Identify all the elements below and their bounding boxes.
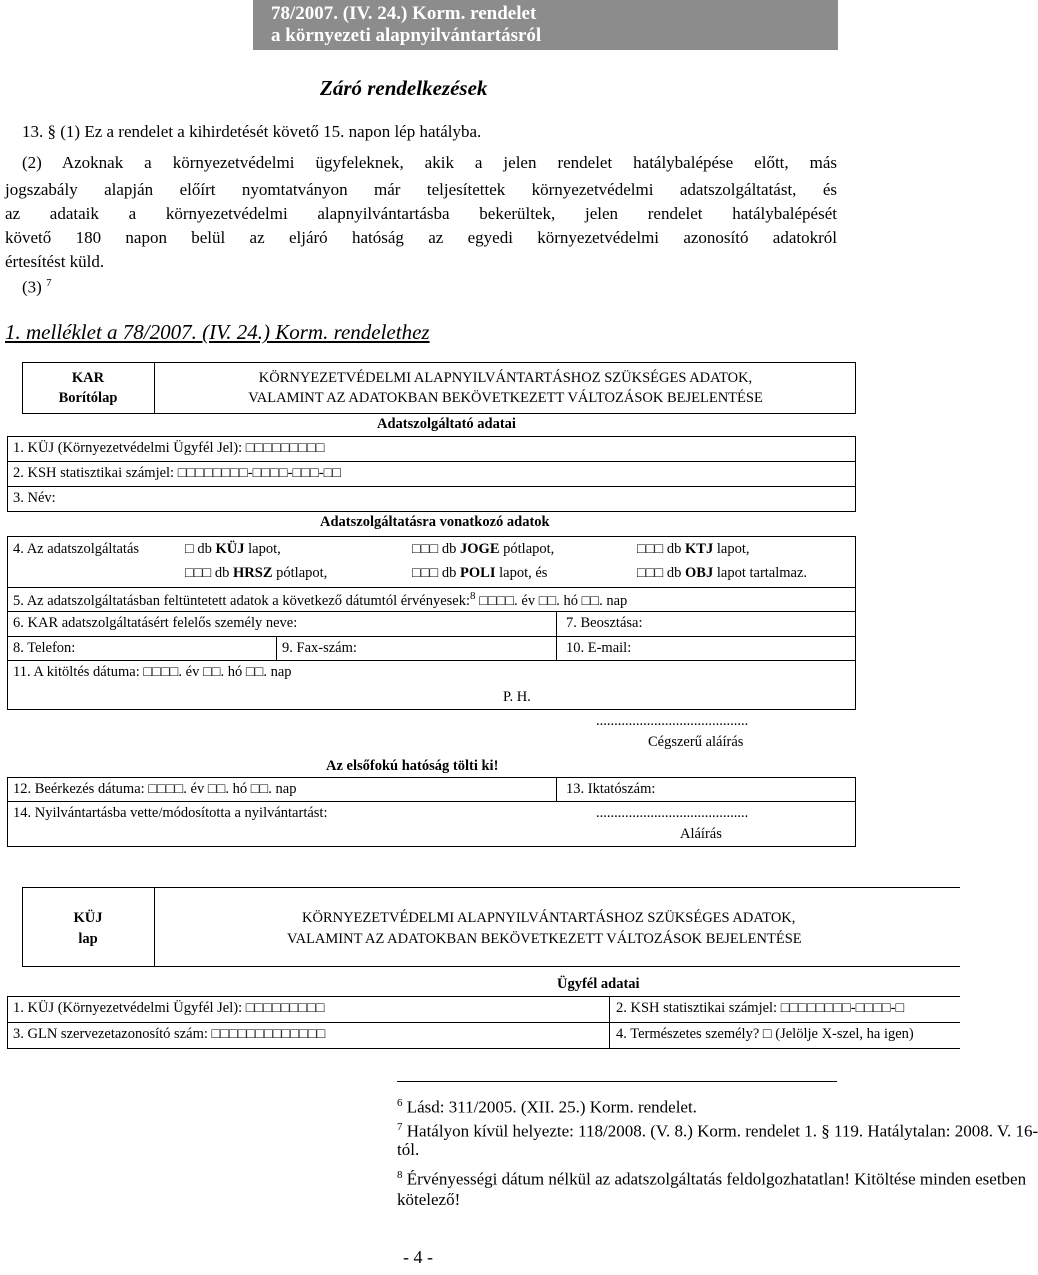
paragraph-3: (3) $^7$ — [22, 277, 52, 297]
gln-field[interactable]: 3. GLN szervezetazonosító szám: □□□□□□□□□□□□□ — [13, 1026, 326, 1042]
stamp-place: P. H. — [503, 689, 531, 705]
form2-title-2: VALAMINT AZ ADATOKBAN BEKÖVETKEZETT VÁLTOZÁSOK BEJELENTÉSE — [287, 931, 802, 947]
ksh-number-field[interactable]: 2. KSH statisztikai számjel: □□□□□□□□-□□□□-□ — [616, 1000, 905, 1016]
kuj-sheet-count[interactable]: □ db KÜJ lapot, — [185, 541, 281, 557]
form2-left-title-1: KÜJ — [73, 910, 103, 926]
email-field[interactable]: 10. E-mail: — [566, 640, 632, 656]
paragraph-1: 13. § (1) Ez a rendelet a kihirdetését követő 15. napon lép hatályba. — [22, 122, 482, 141]
obj-sheet-count[interactable]: □□□ db OBJ lapot tartalmaz. — [637, 565, 808, 581]
annex-title: 1. melléklet a 78/2007. (IV. 24.) Korm. rendelethez — [5, 320, 430, 344]
footnote-8-cont: kötelező! — [397, 1190, 461, 1209]
hrsz-sheet-count[interactable]: □□□ db HRSZ pótlapot, — [185, 565, 328, 581]
signature-line[interactable]: .......................................... — [596, 805, 749, 821]
paragraph-2-line-5: értesítést küld. — [5, 252, 105, 271]
form2-title-box — [22, 887, 960, 967]
registered-by-field[interactable]: 14. Nyilvántartásba vette/módosította a nyilvántartást: — [13, 805, 328, 821]
kuj-field[interactable]: 1. KÜJ (Környezetvédelmi Ügyfél Jel): □□□□□□□□□ — [13, 440, 325, 456]
form2-left-title-2: lap — [78, 931, 98, 947]
footnote-ref-7: 7 — [46, 277, 52, 289]
client-table-right-col — [610, 996, 960, 1049]
signature-line-company[interactable]: .......................................... — [596, 713, 749, 729]
fill-date-field[interactable]: 11. A kitöltés dátuma: □□□□. év □□. hó □□. nap — [13, 664, 292, 680]
section-provider-data: Adatszolgáltató adatai — [377, 416, 516, 432]
footnote-7: $^7$ Hatályon kívül helyezte: 118/2008. (V. 8.) Korm. rendelet 1. § 119. Hatálytalan: 2008. V. 16- — [397, 1121, 1038, 1141]
kuj-number-field[interactable]: 1. KÜJ (Környezetvédelmi Ügyfél Jel): □□□□□□□□□ — [13, 1000, 325, 1016]
footnote-8: $^8$ Érvényességi dátum nélkül az adatszolgáltatás feldolgozhatatlan! Kitöltése minden esetben — [397, 1169, 1027, 1189]
running-header — [253, 0, 838, 50]
section-service-data: Adatszolgáltatásra vonatkozó adatok — [320, 514, 550, 530]
header-line-1: 78/2007. (IV. 24.) Korm. rendelet — [271, 3, 537, 24]
name-field[interactable]: 3. Név: — [13, 490, 56, 506]
validity-date-field[interactable]: 5. Az adatszolgáltatásban feltüntetett adatok a következő dátumtól érvényesek:$^8$ □□□□. év □□. hó □□. nap — [13, 590, 628, 609]
ktj-sheet-count[interactable]: □□□ db KTJ lapot, — [637, 541, 750, 557]
header-line-2: a környezeti alapnyilvántartásról — [271, 25, 542, 46]
authority-section-title: Az elsőfokú hatóság tölti ki! — [326, 758, 499, 774]
natural-person-field[interactable]: 4. Természetes személy? □ (Jelölje X-szel, ha igen) — [616, 1026, 914, 1042]
form1-title-2: VALAMINT AZ ADATOKBAN BEKÖVETKEZETT VÁLTOZÁSOK BEJELENTÉSE — [248, 390, 763, 406]
responsible-person-field[interactable]: 6. KAR adatszolgáltatásért felelős személy neve: — [13, 615, 298, 631]
footnote-6: $^6$ Lásd: 311/2005. (XII. 25.) Korm. rendelet. — [397, 1097, 697, 1117]
section-client-data: Ügyfél adatai — [557, 976, 640, 992]
footnote-separator — [397, 1081, 837, 1082]
paragraph-2-line-3: az adataik a környezetvédelmi alapnyilvántartásba bekerültek, jelen rendelet hatálybalépését — [5, 204, 837, 223]
reference-number-field[interactable]: 13. Iktatószám: — [566, 781, 656, 797]
fax-field[interactable]: 9. Fax-szám: — [282, 640, 357, 656]
page-number: - 4 - — [403, 1247, 433, 1267]
company-signature-label: Cégszerű aláírás — [648, 734, 744, 750]
section-title: Záró rendelkezések — [320, 76, 488, 100]
paragraph-2-line-2: jogszabály alapján előírt nyomtatványon már teljesítettek környezetvédelmi adatszolgáltatást, és — [5, 180, 837, 199]
signature-label: Aláírás — [680, 826, 722, 842]
form1-left-title-1: KAR — [71, 370, 105, 386]
form1-title-1: KÖRNYEZETVÉDELMI ALAPNYILVÁNTARTÁSHOZ SZÜKSÉGES ADATOK, — [258, 370, 753, 386]
poli-sheet-count[interactable]: □□□ db POLI lapot, és — [412, 565, 548, 581]
joge-sheet-count[interactable]: □□□ db JOGE pótlapot, — [412, 541, 555, 557]
ksh-field[interactable]: 2. KSH statisztikai számjel: □□□□□□□□-□□□□-□□□-□□ — [13, 465, 342, 481]
position-field[interactable]: 7. Beosztása: — [566, 615, 643, 631]
form2-title-1: KÖRNYEZETVÉDELMI ALAPNYILVÁNTARTÁSHOZ SZÜKSÉGES ADATOK, — [302, 910, 796, 926]
arrival-date-field[interactable]: 12. Beérkezés dátuma: □□□□. év □□. hó □□. nap — [13, 781, 297, 797]
paragraph-2-line-1: (2) Azoknak a környezetvédelmi ügyfeleknek, akik a jelen rendelet hatálybalépése előtt, más — [22, 153, 837, 172]
row4-label: 4. Az adatszolgáltatás — [13, 541, 140, 557]
footnote-7-cont: tól. — [397, 1140, 420, 1159]
paragraph-2-line-4: követő 180 napon belül az eljáró hatóság az egyedi környezetvédelmi azonosító adatokról — [5, 228, 837, 247]
phone-field[interactable]: 8. Telefon: — [13, 640, 76, 656]
form1-left-title-2: Borítólap — [58, 390, 118, 406]
